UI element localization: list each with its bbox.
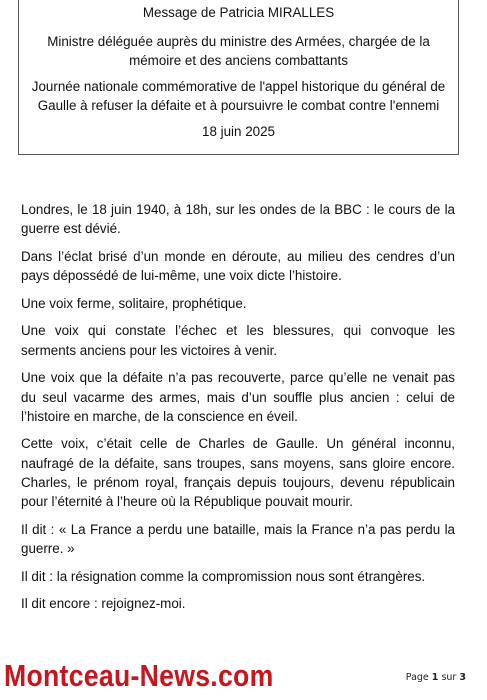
paragraph: Dans l’éclat brisé d’un monde en déroute, au milieu des cendres d’un pays dépossédé de lui-même, une voix dicte l’histoire. xyxy=(21,248,455,284)
page-of: sur xyxy=(441,672,457,683)
paragraph: Cette voix, c’était celle de Charles de Gaulle. Un général inconnu, naufragé de la défaite, sans troupes, sans moyens, sans gloire encore. Charles, le prénom royal, français depuis toujours, devenu républicain pour l’éternité à l’heure où la République pouvait mourir. xyxy=(21,436,455,510)
page-current: 1 xyxy=(431,672,439,683)
paragraph: Une voix qui constate l’échec et les blessures, qui convoque les serments anciens pour les victoires à venir. xyxy=(21,323,455,358)
paragraph: Il dit encore : rejoignez-moi. xyxy=(21,596,186,612)
header-minister-role: Ministre déléguée auprès du ministre des Armées, chargée de la mémoire et des anciens combattants xyxy=(47,34,430,68)
page-number xyxy=(406,672,466,683)
paragraph: Il dit : « La France a perdu une bataille, mais la France n’a pas perdu la guerre. » xyxy=(21,521,455,557)
page-total: 3 xyxy=(459,672,466,683)
header-event: Journée nationale commémorative de l'appel historique du général de Gaulle à refuser la défaite et à poursuivre le combat contre l'ennemi xyxy=(31,79,446,113)
document-body xyxy=(21,200,455,622)
header-date: 18 juin 2025 xyxy=(202,124,275,139)
document-header xyxy=(18,0,459,155)
paragraph: Une voix ferme, solitaire, prophétique. xyxy=(21,295,247,311)
paragraph: Il dit : la résignation comme la compromission nous sont étrangères. xyxy=(21,568,426,584)
page-word: Page xyxy=(405,672,429,683)
site-logo: Montceau-News.com xyxy=(4,658,274,693)
paragraph: Une voix que la défaite n’a pas recouverte, parce qu’elle ne venait pas du seul vacarme des armes, mais d’un souffle plus ancien : celui de l’histoire en marche, de la conscience en éveil. xyxy=(21,370,455,424)
header-title: Message de Patricia MIRALLES xyxy=(142,5,335,20)
paragraph: Londres, le 18 juin 1940, à 18h, sur les ondes de la BBC : le cours de la guerre est dévié. xyxy=(21,202,455,237)
